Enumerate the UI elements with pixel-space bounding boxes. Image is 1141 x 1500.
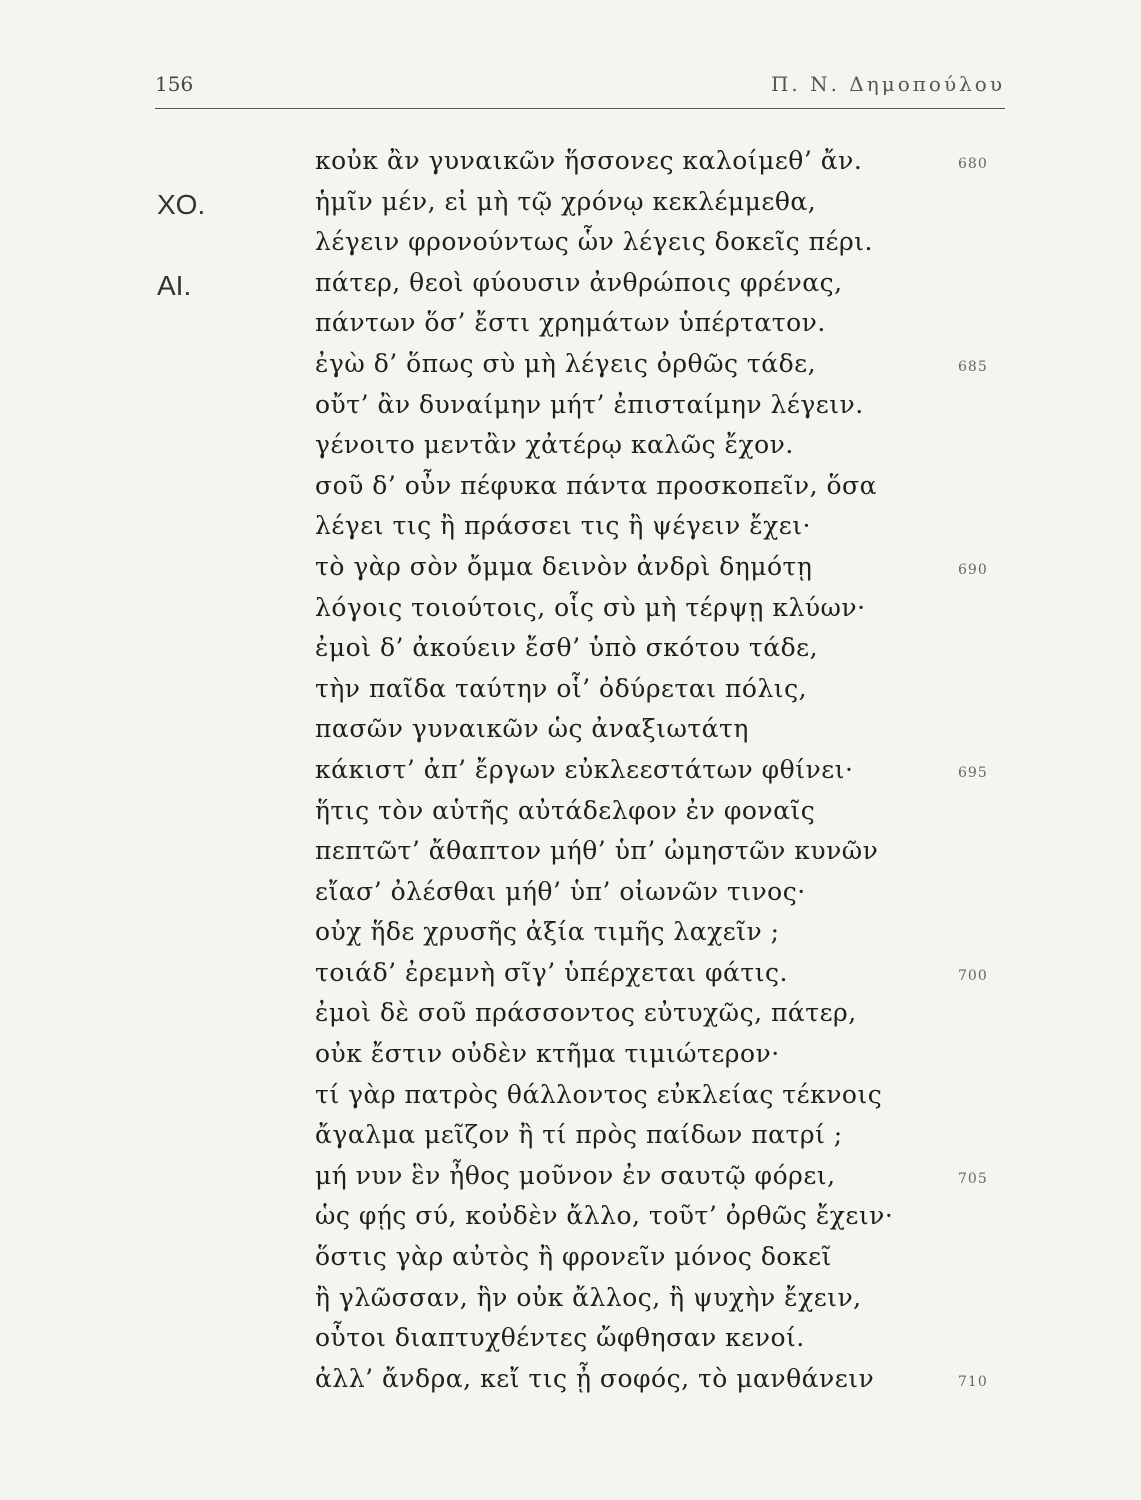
line-number: 700 [958,967,988,984]
verse-text: ἥτις τὸν αὑτῆς αὐτάδελφον ἐν φοναῖς [315,795,816,825]
verse-block [0,146,1141,1404]
verse-line [0,1201,1141,1242]
verse-line [0,146,1141,187]
verse-line [0,1364,1141,1405]
verse-text: τοιάδ’ ἐρεμνὴ σῖγ’ ὑπέρχεται φάτις. [315,957,788,987]
verse-text: λέγειν φρονούντως ὧν λέγεις δοκεῖς πέρι. [315,227,873,257]
verse-line [0,1080,1141,1121]
verse-text: σοῦ δ’ οὖν πέφυκα πάντα προσκοπεῖν, ὅσα [315,470,878,500]
verse-line [0,1323,1141,1364]
verse-text: τί γὰρ πατρὸς θάλλοντος εὐκλείας τέκνοις [315,1079,883,1109]
verse-line [0,430,1141,471]
line-number: 710 [958,1373,988,1390]
verse-line [0,836,1141,877]
line-number: 680 [958,156,988,172]
verse-text: γένοιτο μεντἂν χἀτέρῳ καλῶς ἔχον. [315,430,794,460]
verse-line [0,998,1141,1039]
verse-text: μή νυν ἓν ἦθος μοῦνον ἐν σαυτῷ φόρει, [315,1160,836,1190]
verse-line [0,1120,1141,1161]
verse-text: πασῶν γυναικῶν ὡς ἀναξιωτάτη [315,714,749,744]
verse-line [0,633,1141,674]
speaker-label: ΑΙ. [157,269,192,301]
verse-line [0,390,1141,431]
verse-text: ἐμοὶ δὲ σοῦ πράσσοντος εὐτυχῶς, πάτερ, [315,998,857,1028]
verse-text: κάκιστ’ ἀπ’ ἔργων εὐκλεεστάτων φθίνει· [315,754,854,784]
header-rule [155,108,1005,109]
line-number: 690 [958,561,988,578]
verse-text: πάντων ὅσ’ ἔστι χρημάτων ὑπέρτατον. [315,308,826,338]
verse-line [0,877,1141,918]
verse-line [0,755,1141,796]
verse-text: ὡς φῄς σύ, κοὐδὲν ἄλλο, τοῦτ’ ὀρθῶς ἔχειν· [315,1201,894,1231]
line-number: 695 [958,764,988,781]
speaker-label: ΧΟ. [157,188,206,220]
verse-line [0,552,1141,593]
verse-text: ὅστις γὰρ αὐτὸς ἢ φρονεῖν μόνος δοκεῖ [315,1242,832,1272]
verse-text: ἢ γλῶσσαν, ἣν οὐκ ἄλλος, ἢ ψυχὴν ἔχειν, [315,1282,862,1312]
verse-text: ἀλλ’ ἄνδρα, κεἴ τις ᾖ σοφός, τὸ μανθάνειν [315,1363,875,1393]
verse-text: τὸ γὰρ σὸν ὄμμα δεινὸν ἀνδρὶ δημότῃ [315,551,813,581]
page-number: 156 [155,72,194,96]
verse-line [0,308,1141,349]
verse-line [0,349,1141,390]
verse-line [0,1283,1141,1324]
page-header [155,72,1005,102]
verse-text: ἡμῖν μέν, εἰ μὴ τῷ χρόνῳ κεκλέμμεθα, [315,186,817,216]
verse-line [0,187,1141,228]
verse-text: ἄγαλμα μεῖζον ἢ τί πρὸς παίδων πατρί ; [315,1120,843,1150]
verse-text: πεπτῶτ’ ἄθαπτον μήθ’ ὑπ’ ὠμηστῶν κυνῶν [315,836,879,866]
running-head: Π. Ν. Δημοπούλου [770,72,1005,96]
verse-line [0,917,1141,958]
verse-line [0,511,1141,552]
verse-line [0,593,1141,634]
verse-text: λόγοις τοιούτοις, οἷς σὺ μὴ τέρψῃ κλύων· [315,592,866,622]
verse-text: τὴν παῖδα ταύτην οἷ’ ὀδύρεται πόλις, [315,673,808,703]
verse-line [0,674,1141,715]
verse-line [0,714,1141,755]
verse-line [0,268,1141,309]
verse-text: πάτερ, θεοὶ φύουσιν ἀνθρώποις φρένας, [315,267,843,297]
verse-line [0,471,1141,512]
line-number: 685 [958,358,988,375]
verse-text: εἴασ’ ὀλέσθαι μήθ’ ὑπ’ οἰωνῶν τινος· [315,876,806,906]
verse-text: ἐγὼ δ’ ὅπως σὺ μὴ λέγεις ὀρθῶς τάδε, [315,348,817,378]
verse-line [0,227,1141,268]
verse-text: οὗτοι διαπτυχθέντες ὤφθησαν κενοί. [315,1323,805,1353]
verse-line [0,958,1141,999]
verse-line [0,1039,1141,1080]
verse-line [0,1161,1141,1202]
verse-text: οὐκ ἔστιν οὐδὲν κτῆμα τιμιώτερον· [315,1039,780,1069]
verse-text: ἐμοὶ δ’ ἀκούειν ἔσθ’ ὑπὸ σκότου τάδε, [315,633,819,663]
verse-line [0,1242,1141,1283]
verse-line [0,796,1141,837]
line-number: 705 [958,1170,988,1187]
verse-text: κοὐκ ἂν γυναικῶν ἥσσονες καλοίμεθ’ ἄν. [315,146,863,175]
verse-text: λέγει τις ἢ πράσσει τις ἢ ψέγειν ἔχει· [315,511,811,541]
verse-text: οὔτ’ ἂν δυναίμην μήτ’ ἐπισταίμην λέγειν. [315,389,864,419]
verse-text: οὐχ ἥδε χρυσῆς ἀξία τιμῆς λαχεῖν ; [315,917,780,947]
